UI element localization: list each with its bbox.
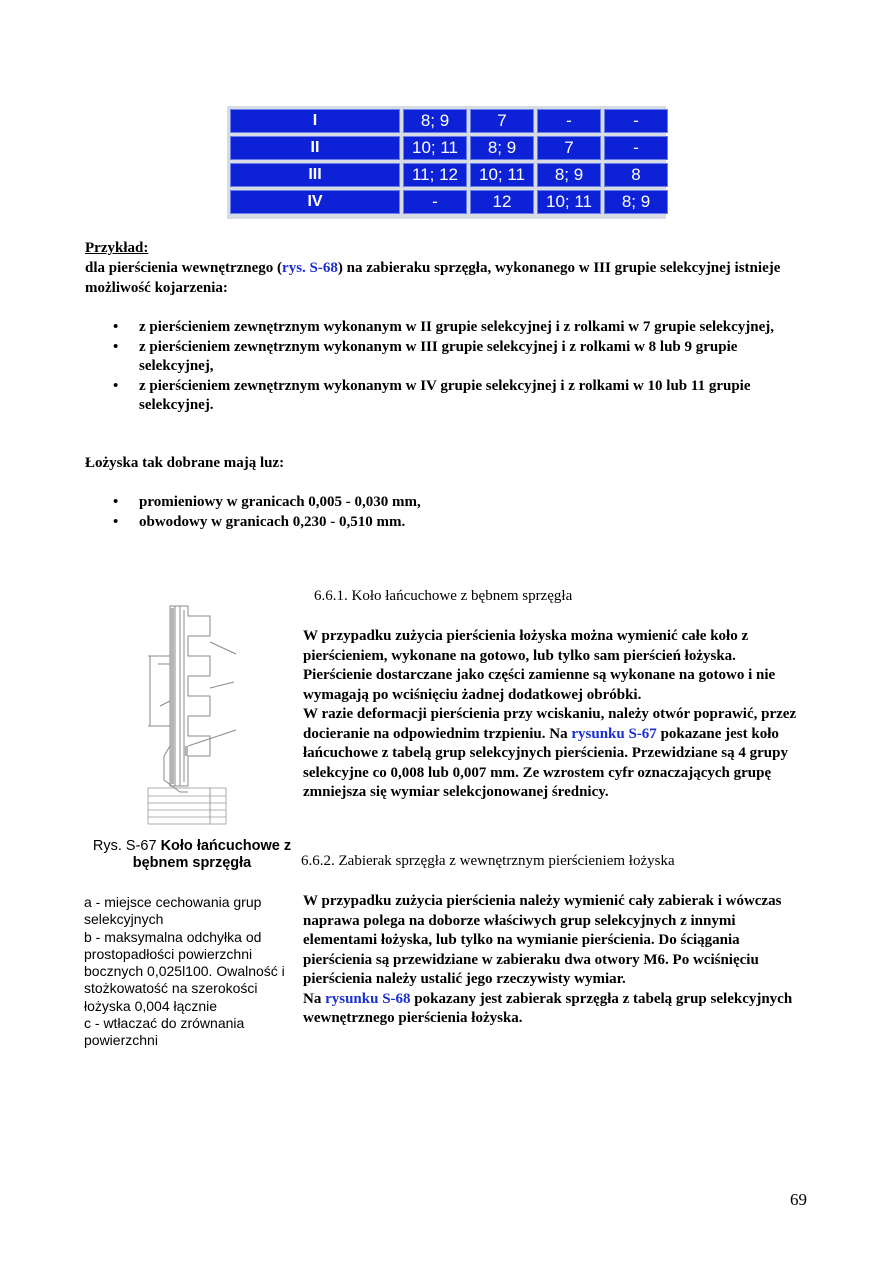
example-text	[85, 259, 805, 298]
table-cell: 8; 9	[604, 190, 668, 214]
section-1-body	[303, 627, 808, 803]
table-cell: 8; 9	[470, 136, 534, 160]
table-cell: -	[604, 109, 668, 133]
figure-link-s68[interactable]: rys. S-68	[282, 260, 338, 276]
table-group-cell: III	[230, 163, 400, 187]
list-item: • obwodowy w granicach 0,230 - 0,510 mm.	[85, 513, 805, 533]
section-heading: 6.6.2. Zabierak sprzęgła z wewnętrznym pierścieniem łożyska	[301, 853, 675, 869]
table-group-cell: IV	[230, 190, 400, 214]
legend-item: c - wtłaczać do zrównania powierzchni	[84, 1015, 245, 1049]
figure-link-s68[interactable]: rysunku S-68	[325, 990, 411, 1007]
table-cell: 10; 11	[403, 136, 467, 160]
table-group-cell: I	[230, 109, 400, 133]
paragraph-text: pokazane jest koło łańcuchowe z tabelą grup selekcyjnych pierścienia. Przewidziane są 4 grupy selekcyjne co 0,008 lub 0,007 mm. Ze wzrostem cyfr oznaczających grupę zmniejsza się wymiar selekcjonowanej średnicy.	[303, 725, 788, 800]
table-cell: 8; 9	[537, 163, 601, 187]
clearance-list	[85, 493, 805, 532]
paragraph-text: Na	[303, 990, 326, 1007]
list-item: • z pierścieniem zewnętrznym wykonanym w IV grupie selekcyjnej i z rolkami w 10 lub 11 grupie selekcyjnej.	[85, 377, 805, 416]
table-cell: -	[604, 136, 668, 160]
table-cell: 11; 12	[403, 163, 467, 187]
table-cell: -	[537, 109, 601, 133]
caption-prefix: Rys. S-67	[92, 838, 161, 854]
clearance-title: Łożyska tak dobrane mają luz:	[85, 455, 285, 471]
table-cell: 10; 11	[537, 190, 601, 214]
legend-item: b - maksymalna odchyłka od prostopadłości powierzchni bocznych 0,025l100. Owalność i stożkowatość na szerokości łożyska 0,004 łącznie	[84, 928, 285, 1014]
paragraph-text: W przypadku zużycia pierścienia należy wymienić cały zabierak i wówczas naprawa polega na doborze właściwych grup selekcyjnych z innymi elementami łożyska, lub tylko na wymianie pierścienia. Do ściągania pierścienia są przewidziane w zabieraku dwa otwory M6. Po wciśnięciu pierścienia należy ustalić jego rzeczywisty wymiar.	[303, 893, 782, 987]
pairing-list	[85, 318, 805, 416]
figure-link-s67[interactable]: rysunku S-67	[571, 725, 657, 742]
example-title: Przykład:	[85, 240, 149, 256]
paragraph-text: W razie deformacji pierścienia przy wciskaniu, należy otwór poprawić, przez docieranie na odpowiednim trzpieniu. Na	[303, 706, 797, 742]
paragraph-text: W przypadku zużycia pierścienia łożyska można wymienić całe koło z pierścieniem, wykonane na gotowo, lub tylko sam pierścień łożyska. Pierścienie dostarczane jako części zamienne są wykonane na gotowo i nie wymagają po wciśnięciu żadnej dodatkowej obróbki.	[303, 628, 776, 703]
caption-title: Koło łańcuchowe z bębnem sprzęgła	[132, 838, 292, 871]
chain-wheel-drawing	[140, 596, 255, 828]
table-cell: -	[403, 190, 467, 214]
table-cell: 8; 9	[403, 109, 467, 133]
table-cell: 10; 11	[470, 163, 534, 187]
legend-item: a - miejsce cechowania grup selekcyjnych	[84, 894, 262, 928]
figure-caption	[82, 838, 302, 872]
selection-group-table	[227, 106, 666, 219]
list-item: • z pierścieniem zewnętrznym wykonanym w III grupie selekcyjnej i z rolkami w 8 lub 9 grupie selekcyjnej,	[85, 338, 805, 377]
table-cell: 7	[470, 109, 534, 133]
list-item: • promieniowy w granicach 0,005 - 0,030 mm,	[85, 493, 805, 513]
table-cell: 12	[470, 190, 534, 214]
example-text-start: dla pierścienia wewnętrznego (	[85, 260, 283, 276]
table-cell: 8	[604, 163, 668, 187]
table-group-cell: II	[230, 136, 400, 160]
example-text-end: ) na zabieraku sprzęgła, wykonanego w III grupie selekcyjnej istnieje możliwość kojarzenia:	[85, 260, 781, 296]
list-item: • z pierścieniem zewnętrznym wykonanym w II grupie selekcyjnej i z rolkami w 7 grupie selekcyjnej,	[85, 318, 805, 338]
page-number: 69	[790, 1190, 807, 1209]
section-heading: 6.6.1. Koło łańcuchowe z bębnem sprzęgła	[314, 588, 573, 604]
paragraph-text: pokazany jest zabierak sprzęgła z tabelą grup selekcyjnych wewnętrznego pierścienia łożyska.	[303, 990, 793, 1026]
figure-legend	[84, 894, 299, 1050]
table-cell: 7	[537, 136, 601, 160]
section-2-body	[303, 892, 808, 1029]
